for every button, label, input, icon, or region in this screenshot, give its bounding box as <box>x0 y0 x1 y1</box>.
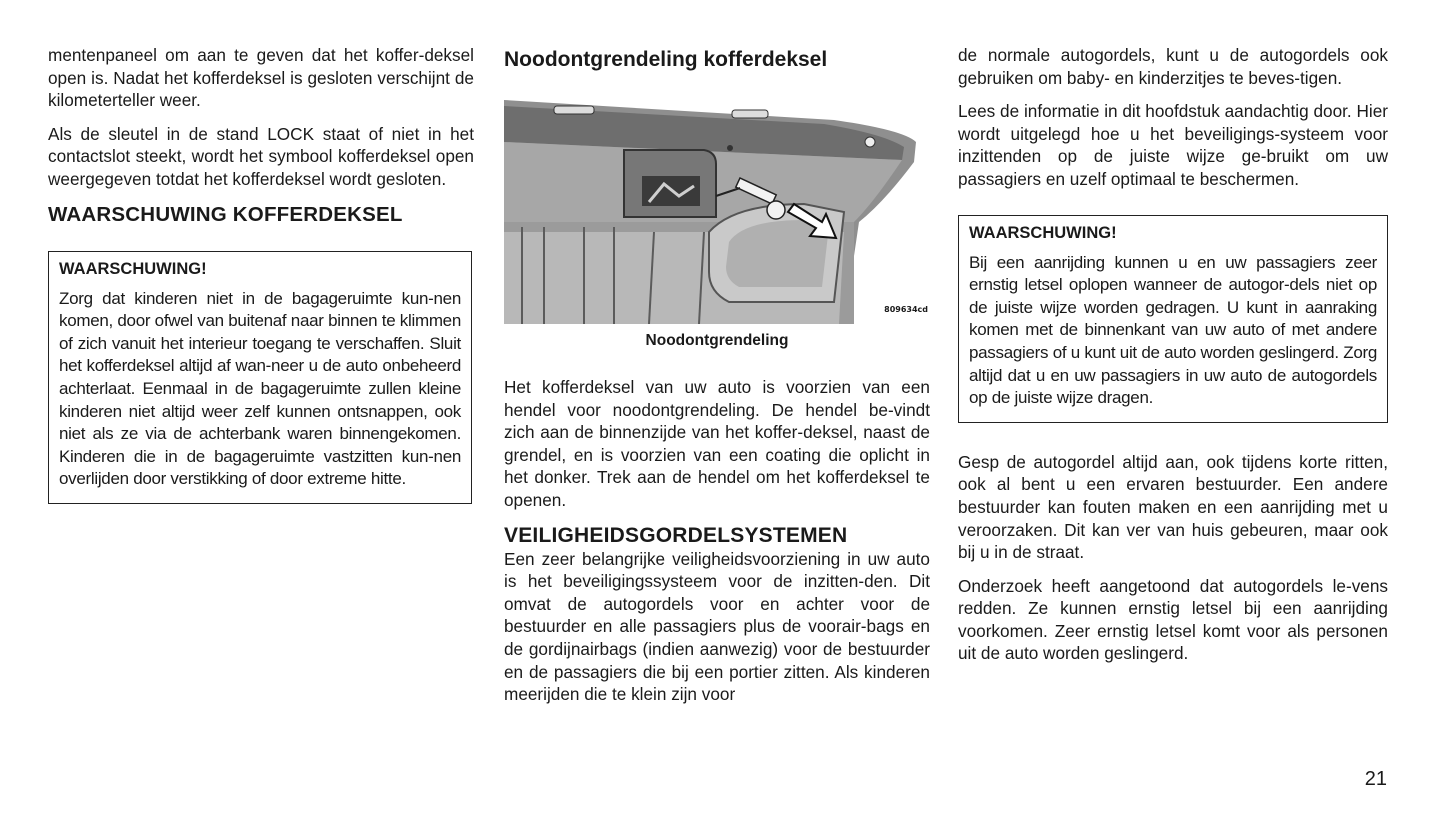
page-number: 21 <box>1364 768 1387 790</box>
warning-body: Bij een aanrijding kunnen u en uw passagiers zeer ernstig letsel oplopen wanneer de autogor-dels niet op de juiste wijze worden gedragen. U kunt in aanraking komen met de binnenkant van uw auto of met andere passagiers of u kunt uit de auto worden geslingerd. Zorg altijd dat u en uw passagiers in uw auto de autogordels op de juiste wijze dragen. <box>969 252 1377 408</box>
warning-box-seatbelt <box>958 215 1388 423</box>
warning-title: WAARSCHUWING! <box>969 223 1117 242</box>
warning-body: Zorg dat kinderen niet in de bagageruimte kun-nen komen, door ofwel van buitenaf naar binnen te klimmen of zich vanuit het interieur toegang te verschaffen. Sluit het kofferdeksel altijd af wan-neer u de auto onbeheerd achterlaat. Eenmaal in de bagageruimte zullen kleine kinderen niet altijd weer zelf kunnen ontsnappen, ook niet als ze via de achterbank waren binnengekomen. Kinderen die in de bagageruimte vastzitten kun-nen overlijden door verstikking of door extreme hitte. <box>59 288 461 489</box>
trunk-release-illustration <box>504 92 930 324</box>
figure-caption: Noodontgrendeling <box>645 332 789 349</box>
column-right <box>958 44 1388 676</box>
paragraph: Onderzoek heeft aangetoond dat autogordels le-vens redden. Ze kunnen ernstig letsel bij een aanrijding voorkomen. Zeer ernstig letsel komt voor als personen uit de auto worden geslingerd. <box>958 575 1388 664</box>
column-left <box>48 44 474 504</box>
paragraph: Een zeer belangrijke veiligheidsvoorziening in uw auto is het beveiligingssysteem voor de inzitten-den. Dit omvat de autogordels voor en achter voor de bestuurder en alle passagiers plus de voorair-bags en de gordijnairbags (indien aanwezig) voor de bestuurder en de passagiers die bij een portier zitten. Als kinderen meerijden die te klein zijn voor <box>504 548 930 705</box>
warning-title: WAARSCHUWING! <box>59 259 207 278</box>
paragraph: Lees de informatie in dit hoofdstuk aandachtig door. Hier wordt uitgelegd hoe u het beveiligings-systeem voor inzittenden op de juiste wijze ge-bruikt om uw passagiers en uzelf optimaal te beschermen. <box>958 101 1388 189</box>
paragraph: Gesp de autogordel altijd aan, ook tijdens korte ritten, ook al bent u een ervaren bestuurder. Een andere bestuurder kan fouten maken en een aanrijding met u veroorzaken. Dit kan ver van huis gebeuren, maar ook bij u in de straat. <box>958 451 1388 563</box>
paragraph: mentenpaneel om aan te geven dat het koffer-deksel open is. Nadat het kofferdeksel is gesloten verschijnt de kilometerteller weer. <box>48 45 474 111</box>
trunk-lid-drawing <box>504 92 930 324</box>
section-heading-seatbelts: VEILIGHEIDSGORDELSYSTEMEN <box>504 523 848 547</box>
paragraph: Het kofferdeksel van uw auto is voorzien van een hendel voor noodontgrendeling. De hendel be-vindt zich aan de binnenzijde van het koffer-deksel, naast de grendel, en is voorzien van een coating die oplicht in het donker. Trek aan de hendel om het kofferdeksel te openen. <box>504 377 930 510</box>
paragraph: de normale autogordels, kunt u de autogordels ook gebruiken om baby- en kinderzitjes te beves-tigen. <box>958 45 1388 88</box>
section-heading-trunk-warning: WAARSCHUWING KOFFERDEKSEL <box>48 202 403 226</box>
column-middle <box>504 44 930 717</box>
warning-box-trunk <box>48 251 472 504</box>
paragraph: Als de sleutel in de stand LOCK staat of niet in het contactslot steekt, wordt het symbool kofferdeksel open weergegeven totdat het kofferdeksel wordt gesloten. <box>48 123 474 189</box>
section-heading-emergency-release: Noodontgrendeling kofferdeksel <box>504 48 828 71</box>
figure-code: 809634cd <box>884 305 928 314</box>
